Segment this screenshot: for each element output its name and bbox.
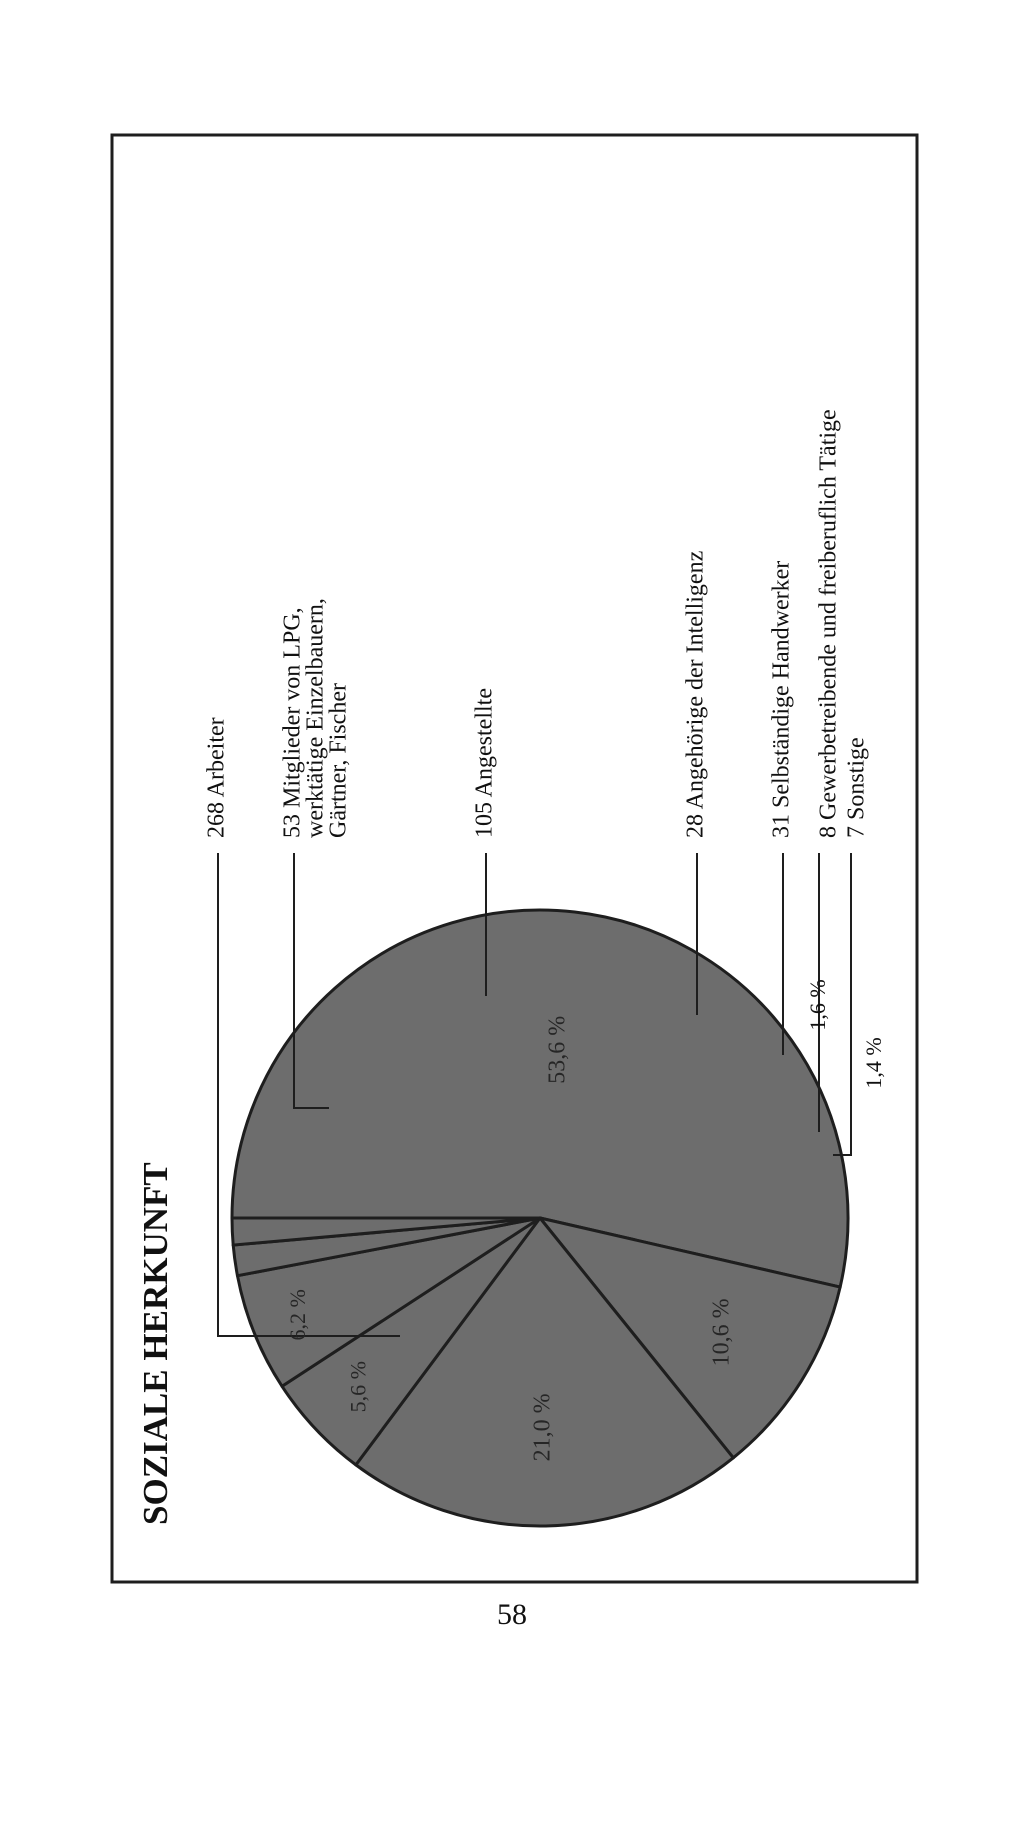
category-label: 53 Mitglieder von LPG, xyxy=(279,607,306,838)
percent-label: 6,2 % xyxy=(285,1289,311,1341)
category-labels xyxy=(204,409,870,838)
category-label: 105 Angestellte xyxy=(471,688,498,838)
percent-label: 1,4 % xyxy=(861,1037,887,1089)
percent-label: 10,6 % xyxy=(708,1298,735,1367)
category-label: 28 Angehörige der Intelligenz xyxy=(682,550,709,838)
category-label: 31 Selbständige Handwerker xyxy=(768,560,795,838)
percent-label: 1,6 % xyxy=(805,979,831,1031)
page-number: 58 xyxy=(497,1598,527,1631)
category-label: 268 Arbeiter xyxy=(203,717,230,838)
percent-label: 21,0 % xyxy=(529,1393,556,1462)
category-label: Gärtner, Fischer xyxy=(325,683,352,838)
category-label: werktätige Einzelbauern, xyxy=(302,598,329,838)
leader-line xyxy=(833,853,851,1155)
category-label: 7 Sonstige xyxy=(843,737,870,838)
percent-label: 53,6 % xyxy=(544,1015,571,1084)
category-label: 8 Gewerbetreibende und freiberuflich Tätige xyxy=(815,409,842,838)
percent-label: 5,6 % xyxy=(345,1361,371,1413)
chart-title: SOZIALE HERKUNFT xyxy=(136,1162,175,1525)
